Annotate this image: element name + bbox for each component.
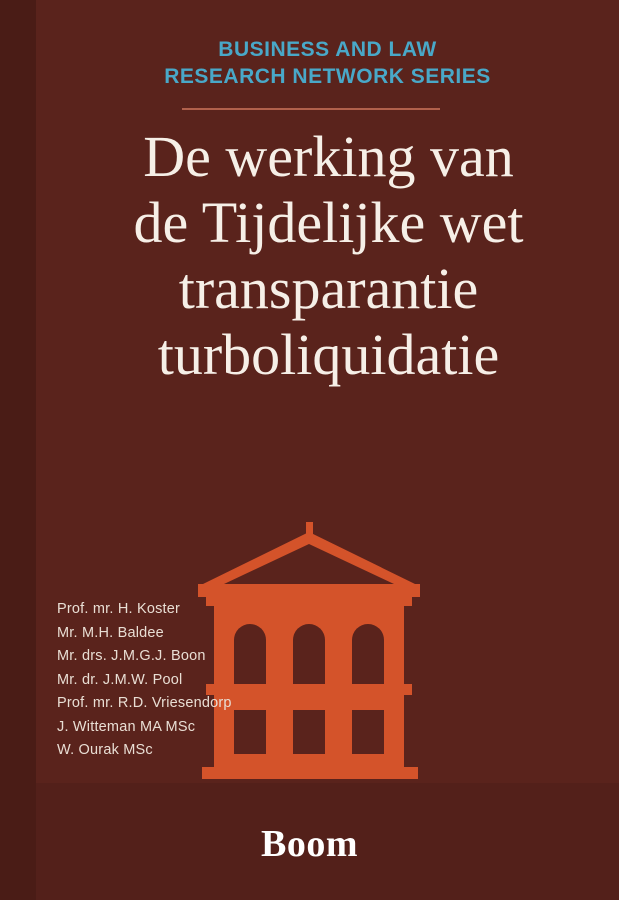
spine-strip [0, 0, 36, 900]
series-title-line2: RESEARCH NETWORK SERIES [164, 65, 491, 88]
book-title-line-3: transparantie [178, 256, 479, 321]
book-title-line-2: de Tijdelijke wet [133, 190, 524, 255]
author-list [57, 598, 387, 763]
author-line: J. Witteman MA MSc [57, 718, 196, 735]
series-title-line1: BUSINESS AND LAW [218, 38, 437, 61]
book-title-line-4: turboliquidatie [157, 322, 500, 387]
book-title-line-1: De werking van [143, 124, 514, 189]
publisher-logo: Boom [261, 823, 358, 865]
author-line: Mr. dr. J.M.W. Pool [57, 671, 183, 688]
author-line: Mr. drs. J.M.G.J. Boon [57, 648, 206, 664]
series-title [36, 36, 619, 90]
author-line: Prof. mr. R.D. Vriesendorp [57, 695, 232, 711]
author-line: Prof. mr. H. Koster [57, 601, 181, 617]
author-line: W. Ourak MSc [57, 742, 153, 758]
author-line: Mr. M.H. Baldee [57, 624, 164, 641]
series-divider [182, 108, 440, 110]
book-title [56, 124, 601, 388]
